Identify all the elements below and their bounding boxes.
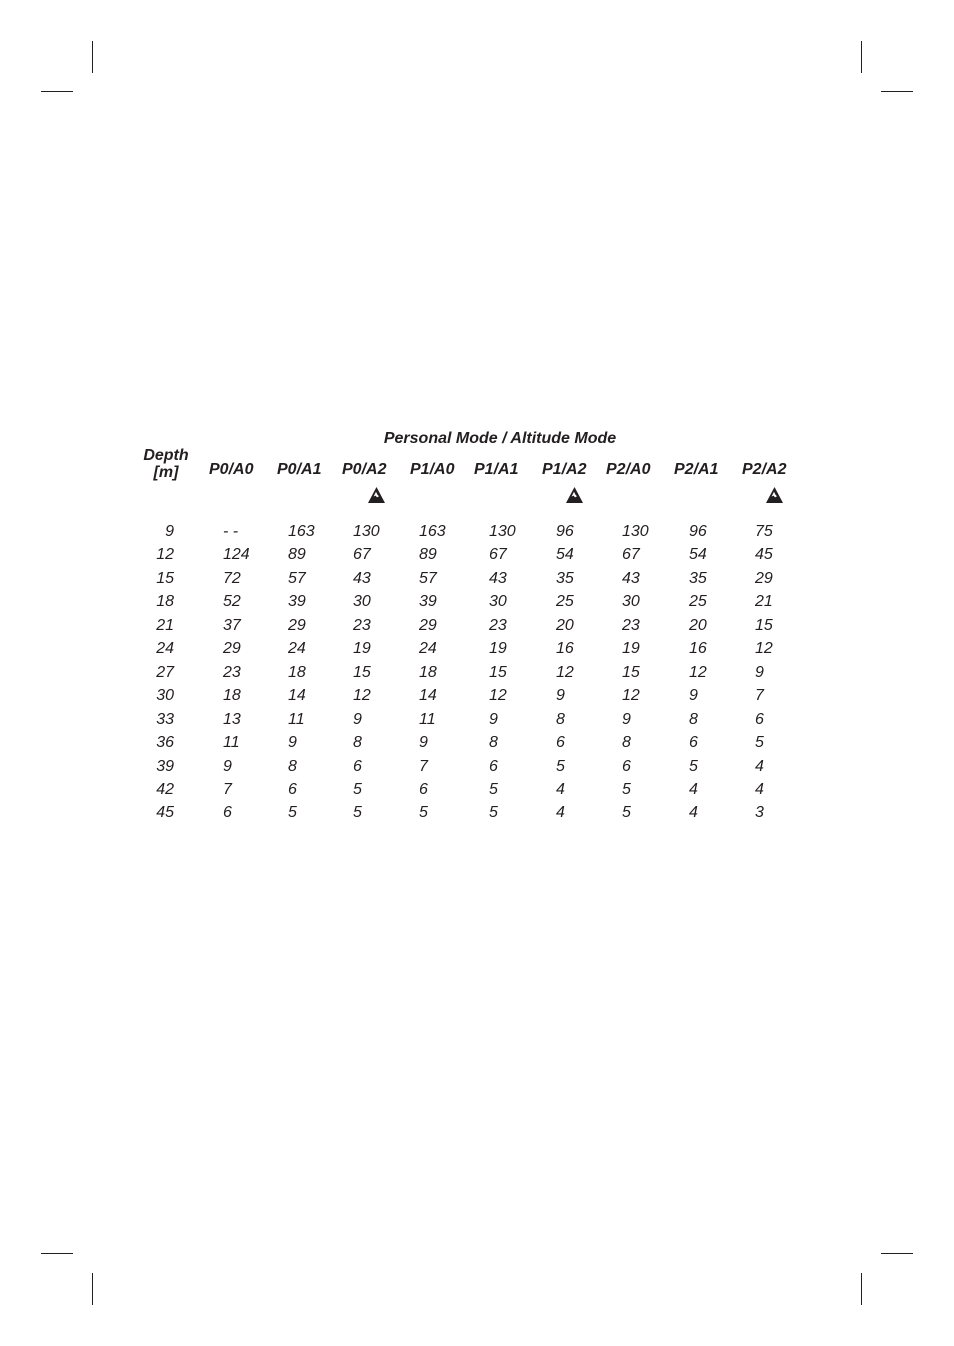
column-header: P2/A1 <box>674 461 719 478</box>
time-cell: 9 <box>288 734 297 751</box>
time-cell: 3 <box>755 804 764 821</box>
depth-cell: 18 <box>156 593 174 610</box>
time-cell: 8 <box>353 734 362 751</box>
crop-mark <box>861 41 862 73</box>
crop-mark <box>881 91 913 92</box>
time-cell: 4 <box>556 804 565 821</box>
time-cell: 6 <box>288 781 297 798</box>
time-cell: 14 <box>288 687 306 704</box>
time-cell: 54 <box>689 546 707 563</box>
time-cell: 13 <box>223 711 241 728</box>
time-cell: 7 <box>223 781 232 798</box>
time-cell: 163 <box>288 523 315 540</box>
time-cell: - - <box>223 523 239 540</box>
depth-header <box>130 447 202 481</box>
time-cell: 96 <box>689 523 707 540</box>
time-cell: 37 <box>223 617 241 634</box>
depth-header-line: [m] <box>153 464 179 481</box>
time-cell: 5 <box>489 781 498 798</box>
time-cell: 29 <box>223 640 241 657</box>
time-cell: 67 <box>353 546 371 563</box>
time-cell: 18 <box>419 664 437 681</box>
time-cell: 8 <box>489 734 498 751</box>
time-cell: 5 <box>622 804 631 821</box>
column-header: P1/A1 <box>474 461 519 478</box>
time-cell: 75 <box>755 523 773 540</box>
time-cell: 30 <box>489 593 507 610</box>
time-cell: 4 <box>689 804 698 821</box>
mountain-icon <box>766 487 783 503</box>
time-cell: 30 <box>353 593 371 610</box>
time-cell: 9 <box>556 687 565 704</box>
crop-mark <box>881 1253 913 1254</box>
time-cell: 35 <box>689 570 707 587</box>
time-cell: 21 <box>755 593 773 610</box>
time-cell: 4 <box>755 781 764 798</box>
time-cell: 5 <box>353 781 362 798</box>
time-cell: 16 <box>689 640 707 657</box>
mountain-icon <box>566 487 583 503</box>
time-cell: 6 <box>556 734 565 751</box>
column-header: P2/A2 <box>742 461 787 478</box>
depth-header-line: Depth <box>143 447 189 464</box>
time-cell: 25 <box>556 593 574 610</box>
time-cell: 130 <box>622 523 649 540</box>
time-cell: 9 <box>419 734 428 751</box>
time-cell: 45 <box>755 546 773 563</box>
time-cell: 67 <box>622 546 640 563</box>
time-cell: 12 <box>489 687 507 704</box>
time-cell: 9 <box>622 711 631 728</box>
time-cell: 5 <box>755 734 764 751</box>
time-cell: 67 <box>489 546 507 563</box>
depth-cell: 45 <box>156 804 174 821</box>
time-cell: 29 <box>755 570 773 587</box>
time-cell: 18 <box>223 687 241 704</box>
time-cell: 7 <box>419 758 428 775</box>
time-cell: 15 <box>353 664 371 681</box>
crop-mark <box>861 1273 862 1305</box>
time-cell: 96 <box>556 523 574 540</box>
time-cell: 89 <box>288 546 306 563</box>
time-cell: 5 <box>556 758 565 775</box>
crop-mark <box>92 41 93 73</box>
time-cell: 8 <box>622 734 631 751</box>
time-cell: 4 <box>689 781 698 798</box>
crop-mark <box>92 1273 93 1305</box>
time-cell: 8 <box>689 711 698 728</box>
time-cell: 11 <box>223 734 240 751</box>
time-cell: 35 <box>556 570 574 587</box>
time-cell: 30 <box>622 593 640 610</box>
time-cell: 9 <box>223 758 232 775</box>
time-cell: 15 <box>489 664 507 681</box>
mountain-icon <box>368 487 385 503</box>
time-cell: 19 <box>622 640 640 657</box>
time-cell: 4 <box>556 781 565 798</box>
time-cell: 9 <box>755 664 764 681</box>
column-header: P0/A1 <box>277 461 322 478</box>
time-cell: 9 <box>689 687 698 704</box>
column-header: P0/A2 <box>342 461 387 478</box>
time-cell: 130 <box>353 523 380 540</box>
depth-cell: 21 <box>156 617 174 634</box>
time-cell: 29 <box>419 617 437 634</box>
time-cell: 43 <box>489 570 507 587</box>
time-cell: 14 <box>419 687 437 704</box>
time-cell: 6 <box>223 804 232 821</box>
time-cell: 6 <box>689 734 698 751</box>
time-cell: 43 <box>353 570 371 587</box>
time-cell: 29 <box>288 617 306 634</box>
time-cell: 12 <box>622 687 640 704</box>
time-cell: 8 <box>556 711 565 728</box>
depth-cell: 9 <box>165 523 174 540</box>
time-cell: 6 <box>622 758 631 775</box>
time-cell: 6 <box>353 758 362 775</box>
time-cell: 52 <box>223 593 241 610</box>
column-header: P1/A2 <box>542 461 587 478</box>
time-cell: 23 <box>353 617 371 634</box>
time-cell: 5 <box>288 804 297 821</box>
table-title: Personal Mode / Altitude Mode <box>383 430 617 447</box>
time-cell: 19 <box>489 640 507 657</box>
time-cell: 20 <box>689 617 707 634</box>
time-cell: 11 <box>419 711 436 728</box>
depth-cell: 27 <box>156 664 174 681</box>
time-cell: 15 <box>622 664 640 681</box>
time-cell: 9 <box>353 711 362 728</box>
time-cell: 6 <box>419 781 428 798</box>
time-cell: 124 <box>223 546 250 563</box>
depth-cell: 24 <box>156 640 174 657</box>
depth-cell: 39 <box>156 758 174 775</box>
column-header: P0/A0 <box>209 461 254 478</box>
time-cell: 163 <box>419 523 446 540</box>
crop-mark <box>41 91 73 92</box>
time-cell: 15 <box>755 617 773 634</box>
time-cell: 57 <box>419 570 437 587</box>
time-cell: 8 <box>288 758 297 775</box>
depth-cell: 42 <box>156 781 174 798</box>
time-cell: 57 <box>288 570 306 587</box>
time-cell: 23 <box>622 617 640 634</box>
time-cell: 9 <box>489 711 498 728</box>
time-cell: 12 <box>556 664 574 681</box>
time-cell: 5 <box>622 781 631 798</box>
time-cell: 11 <box>288 711 305 728</box>
time-cell: 23 <box>489 617 507 634</box>
depth-cell: 30 <box>156 687 174 704</box>
column-header: P1/A0 <box>410 461 455 478</box>
time-cell: 24 <box>288 640 306 657</box>
time-cell: 4 <box>755 758 764 775</box>
time-cell: 5 <box>689 758 698 775</box>
time-cell: 25 <box>689 593 707 610</box>
time-cell: 5 <box>353 804 362 821</box>
time-cell: 6 <box>489 758 498 775</box>
time-cell: 54 <box>556 546 574 563</box>
time-cell: 12 <box>689 664 707 681</box>
crop-mark <box>41 1253 73 1254</box>
time-cell: 5 <box>489 804 498 821</box>
time-cell: 43 <box>622 570 640 587</box>
time-cell: 23 <box>223 664 241 681</box>
time-cell: 24 <box>419 640 437 657</box>
depth-cell: 33 <box>156 711 174 728</box>
depth-cell: 36 <box>156 734 174 751</box>
time-cell: 39 <box>419 593 437 610</box>
time-cell: 16 <box>556 640 574 657</box>
time-cell: 72 <box>223 570 241 587</box>
time-cell: 18 <box>288 664 306 681</box>
time-cell: 5 <box>419 804 428 821</box>
time-cell: 7 <box>755 687 764 704</box>
time-cell: 12 <box>353 687 371 704</box>
time-cell: 89 <box>419 546 437 563</box>
depth-cell: 12 <box>156 546 174 563</box>
time-cell: 19 <box>353 640 371 657</box>
time-cell: 6 <box>755 711 764 728</box>
time-cell: 20 <box>556 617 574 634</box>
time-cell: 39 <box>288 593 306 610</box>
column-header: P2/A0 <box>606 461 651 478</box>
time-cell: 130 <box>489 523 516 540</box>
depth-cell: 15 <box>156 570 174 587</box>
time-cell: 12 <box>755 640 773 657</box>
